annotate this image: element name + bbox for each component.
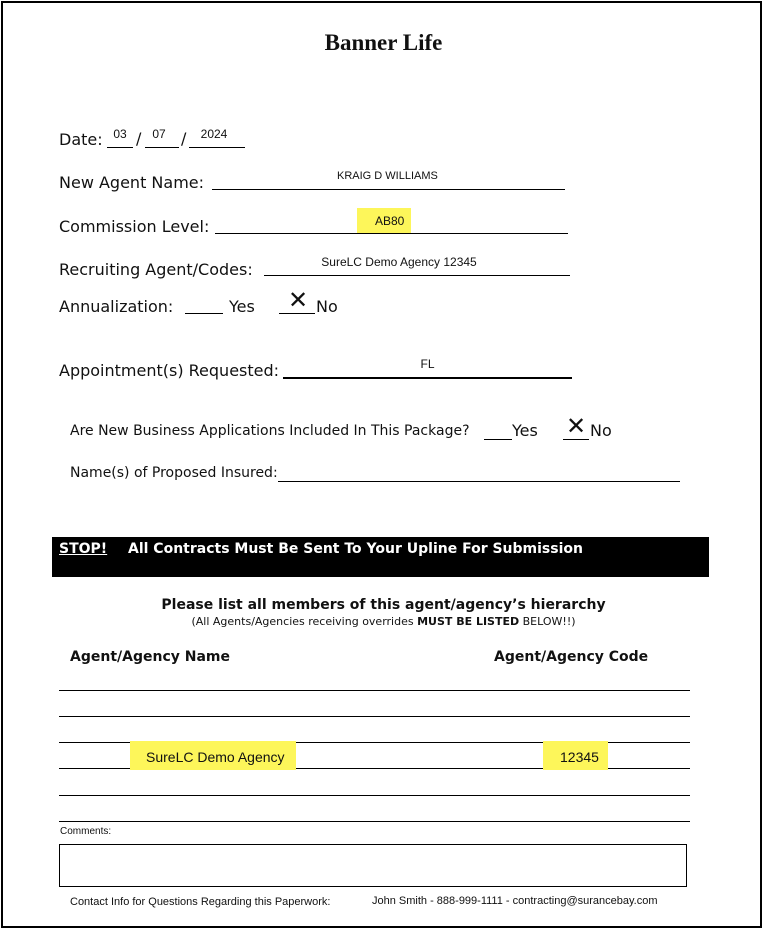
comments-field[interactable] bbox=[59, 844, 687, 887]
recruiting-value[interactable]: SureLC Demo Agency 12345 bbox=[321, 255, 477, 269]
col-header-name: Agent/Agency Name bbox=[70, 649, 230, 665]
date-day[interactable]: 07 bbox=[152, 127, 166, 141]
table-row[interactable] bbox=[59, 716, 690, 717]
date-day-line bbox=[145, 147, 179, 148]
annualization-no-check-icon[interactable]: ✕ bbox=[288, 286, 309, 314]
new-business-yes-line bbox=[484, 439, 512, 440]
hierarchy-title: Please list all members of this agent/agency’s hierarchy bbox=[161, 597, 606, 613]
hierarchy-row-code[interactable]: 12345 bbox=[560, 749, 599, 765]
date-year-line bbox=[189, 147, 245, 148]
new-agent-value[interactable]: KRAIG D WILLIAMS bbox=[337, 170, 438, 182]
new-business-question: Are New Business Applications Included In This Package? bbox=[70, 423, 470, 439]
new-business-no-label: No bbox=[590, 421, 612, 440]
proposed-insured-label: Name(s) of Proposed Insured: bbox=[70, 465, 278, 481]
form-title: Banner Life bbox=[324, 30, 443, 55]
table-row[interactable] bbox=[59, 690, 690, 691]
date-sep-2: / bbox=[181, 129, 187, 148]
date-month[interactable]: 03 bbox=[113, 127, 127, 141]
new-business-no-check-icon[interactable]: ✕ bbox=[566, 412, 587, 440]
footer-label: Contact Info for Questions Regarding this Paperwork: bbox=[70, 896, 331, 908]
commission-line bbox=[215, 233, 568, 234]
date-sep-1: / bbox=[136, 129, 142, 148]
annualization-no-label: No bbox=[316, 297, 338, 316]
new-agent-line bbox=[212, 189, 565, 190]
col-header-code: Agent/Agency Code bbox=[494, 649, 649, 665]
comments-label: Comments: bbox=[60, 826, 112, 837]
hierarchy-subtitle: (All Agents/Agencies receiving overrides MUST BE LISTED BELOW!!) bbox=[191, 615, 576, 628]
appointments-line bbox=[283, 377, 572, 379]
date-month-line bbox=[107, 147, 133, 148]
annualization-yes-line bbox=[185, 313, 223, 314]
table-row[interactable] bbox=[59, 795, 690, 796]
stop-message: All Contracts Must Be Sent To Your Upline For Submission bbox=[128, 541, 583, 557]
recruiting-label: Recruiting Agent/Codes: bbox=[59, 260, 253, 279]
date-year[interactable]: 2024 bbox=[200, 127, 228, 141]
commission-value[interactable]: AB80 bbox=[375, 214, 405, 228]
stop-banner bbox=[52, 537, 709, 577]
table-row[interactable] bbox=[59, 821, 690, 822]
new-agent-label: New Agent Name: bbox=[59, 173, 205, 192]
footer-contact: John Smith - 888-999-1111 - contracting@surancebay.com bbox=[372, 895, 658, 907]
proposed-insured-line[interactable] bbox=[278, 481, 680, 482]
recruiting-line bbox=[264, 275, 570, 276]
annualization-yes-label: Yes bbox=[229, 297, 255, 316]
new-business-yes-label: Yes bbox=[512, 421, 538, 440]
appointments-value[interactable]: FL bbox=[420, 357, 435, 371]
date-label: Date: bbox=[59, 130, 103, 149]
hierarchy-row-name[interactable]: SureLC Demo Agency bbox=[146, 749, 285, 765]
commission-label: Commission Level: bbox=[59, 217, 210, 236]
annualization-label: Annualization: bbox=[59, 297, 174, 316]
stop-label: STOP! bbox=[59, 541, 108, 557]
appointments-label: Appointment(s) Requested: bbox=[59, 361, 280, 380]
